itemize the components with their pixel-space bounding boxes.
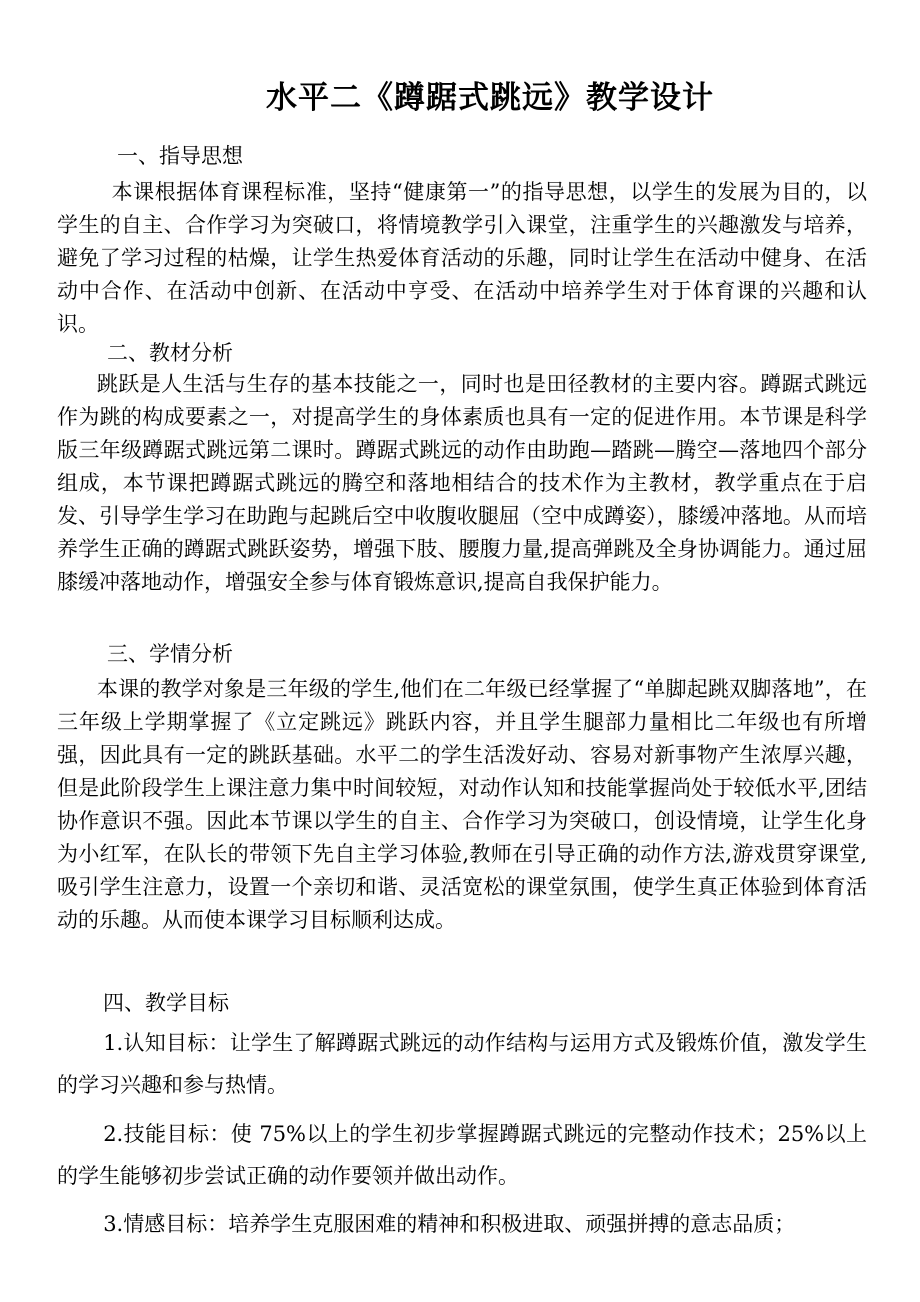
document-title: 水平二《蹲踞式跳远》教学设计 (266, 80, 714, 116)
section-heading-guiding-ideology: 一、指导思想 (117, 144, 243, 168)
paragraph-material-analysis: 跳跃是人生活与生存的基本技能之一，同时也是田径教材的主要内容。蹲踞式跳远作为跳的构成要素之一，对提高学生的身体素质也具有一定的促进作用。本节课是科学版三年级蹲踞式跳远第二课时。蹲踞式跳远的动作由助跑—踏跳—腾空—落地四个部分组成，本节课把蹲踞式跳远的腾空和落地相结合的技术作为主教材，教学重点在于启发、引导学生学习在助跑与起跳后空中收腹收腿屈（空中成蹲姿），膝缓冲落地。从而培养学生正确的蹲踞式跳跃姿势，增强下肢、腰腹力量,提高弹跳及全身协调能力。通过屈膝缓冲落地动作，增强安全参与体育锻炼意识,提高自我保护能力。 (57, 372, 867, 594)
section-heading-teaching-objectives: 四、教学目标 (103, 991, 229, 1015)
objective-affective: 3.情感目标：培养学生克服困难的精神和积极进取、顽强拼搏的意志品质； (103, 1212, 796, 1236)
paragraph-guiding-ideology: 本课根据体育课程标准，坚持“健康第一”的指导思想，以学生的发展为目的，以学生的自主、合作学习为突破口，将情境教学引入课堂，注重学生的兴趣激发与培养，避免了学习过程的枯燥，让学生热爱体育活动的乐趣，同时让学生在活动中健身、在活动中合作、在活动中创新、在活动中亨受、在活动中培养学生对于体育课的兴趣和认识。 (57, 180, 867, 336)
section-heading-learner-analysis: 三、学情分析 (107, 642, 233, 666)
section-heading-material-analysis: 二、教材分析 (107, 341, 233, 365)
paragraph-learner-analysis: 本课的教学对象是三年级的学生,他们在二年级已经掌握了“单脚起跳双脚落地”，在三年级上学期掌握了《立定跳远》跳跃内容，并且学生腿部力量相比二年级也有所增强，因此具有一定的跳跃基础。水平二的学生活泼好动、容易对新事物产生浓厚兴趣，但是此阶段学生上课注意力集中时间较短，对动作认知和技能掌握尚处于较低水平,团结协作意识不强。因此本节课以学生的自主、合作学习为突破口，创设情境，让学生化身为小红军，在队长的带领下先自主学习体验,教师在引导正确的动作方法,游戏贯穿课堂,吸引学生注意力，设置一个亲切和谐、灵活宽松的课堂氛围，使学生真正体验到体育活动的乐趣。从而使本课学习目标顺利达成。 (57, 677, 867, 932)
objective-cognitive: 1.认知目标：让学生了解蹲踞式跳远的动作结构与运用方式及锻炼价值，激发学生的学习兴趣和参与热情。 (57, 1031, 867, 1097)
objective-skill: 2.技能目标：使 75%以上的学生初步掌握蹲踞式跳远的完整动作技术；25%以上的学生能够初步尝试正确的动作要领并做出动作。 (57, 1122, 867, 1188)
